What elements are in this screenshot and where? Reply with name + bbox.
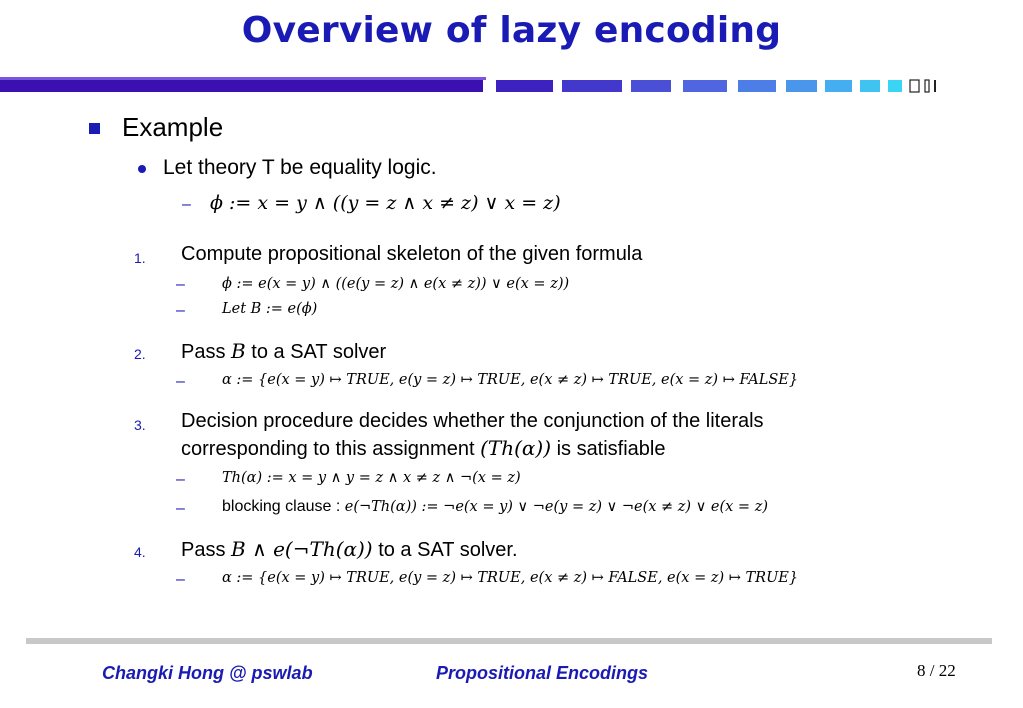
let-b-definition: Let B := e(ϕ)	[222, 301, 318, 317]
assignment-alpha-2: α := {e(x = y) ↦ TRUE, e(y = z) ↦ TRUE, e(x ≠ z) ↦ FALSE, e(x = z) ↦ TRUE}	[222, 570, 799, 586]
step-text-line2: corresponding to this assignment (Th(α)) is satisfiable	[181, 436, 666, 460]
blocking-clause: blocking clause : e(¬Th(α)) := ¬e(x = y) ∨ ¬e(y = z) ∨ ¬e(x ≠ z) ∨ e(x = z)	[222, 498, 768, 515]
step-number: 2.	[134, 346, 146, 362]
skeleton-formula: ϕ := e(x = y) ∧ ((e(y = z) ∧ e(x ≠ z)) ∨ e(x = z))	[222, 276, 570, 292]
dash-bullet-icon: –	[176, 373, 185, 390]
step-text: Pass B to a SAT solver	[181, 339, 387, 363]
dash-bullet-icon: –	[182, 196, 191, 213]
dash-bullet-icon: –	[176, 500, 185, 517]
page-number: 8 / 22	[917, 661, 956, 680]
dash-bullet-icon: –	[176, 571, 185, 588]
square-bullet-icon	[89, 123, 100, 134]
dash-bullet-icon: –	[176, 276, 185, 293]
phi-definition: ϕ := x = y ∧ ((y = z ∧ x ≠ z) ∨ x = z)	[210, 192, 561, 214]
step-number: 3.	[134, 417, 146, 433]
step-number: 4.	[134, 544, 146, 560]
decorative-title-bar	[0, 74, 1023, 96]
step-number: 1.	[134, 250, 146, 266]
step-text: Pass B ∧ e(¬Th(α)) to a SAT solver.	[181, 537, 518, 561]
step-text: Compute propositional skeleton of the given formula	[181, 243, 643, 265]
slide-title: Overview of lazy encoding	[241, 10, 782, 51]
th-alpha-definition: Th(α) := x = y ∧ y = z ∧ x ≠ z ∧ ¬(x = z)	[222, 470, 521, 486]
footer-rule	[26, 638, 992, 644]
level2-text: Let theory T be equality logic.	[163, 156, 437, 179]
dash-bullet-icon: –	[176, 471, 185, 488]
footer-author: Changki Hong @ pswlab	[102, 663, 313, 683]
round-bullet-icon	[138, 165, 146, 173]
level1-heading: Example	[122, 112, 224, 142]
footer-topic: Propositional Encodings	[436, 663, 649, 683]
step-text-line1: Decision procedure decides whether the conjunction of the literals	[181, 410, 764, 432]
assignment-alpha-1: α := {e(x = y) ↦ TRUE, e(y = z) ↦ TRUE, e(x ≠ z) ↦ TRUE, e(x = z) ↦ FALSE}	[222, 372, 799, 388]
dash-bullet-icon: –	[176, 302, 185, 319]
